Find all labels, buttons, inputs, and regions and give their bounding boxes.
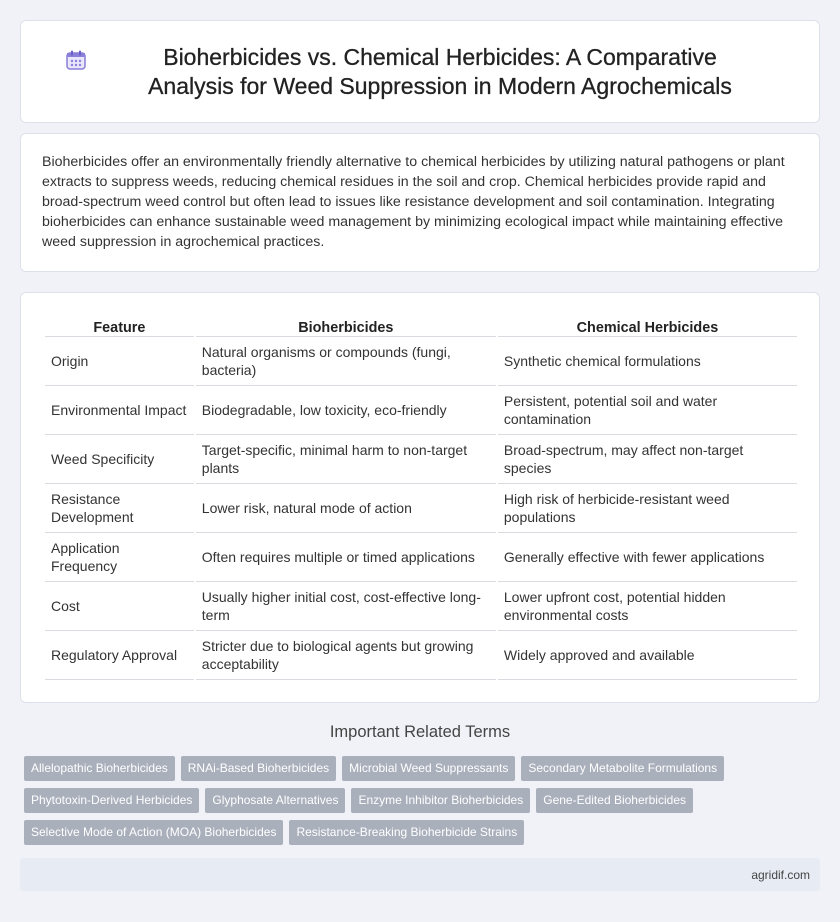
page-title: Bioherbicides vs. Chemical Herbicides: A Comparative Analysis for Weed Suppression in Modern Agrochemicals [148, 43, 732, 99]
footer [20, 858, 820, 891]
table-row [45, 533, 797, 582]
related-terms-heading: Important Related Terms [329, 723, 511, 741]
related-term-tag[interactable]: Resistance-Breaking Bioherbicide Strains [289, 820, 524, 845]
table-header-row [45, 317, 797, 337]
chemical-herbicide-cell: Broad-spectrum, may affect non-target species [498, 435, 797, 484]
column-header-bioherbicides: Bioherbicides [196, 317, 496, 337]
bioherbicide-cell: Natural organisms or compounds (fungi, bacteria) [196, 337, 496, 386]
chemical-herbicide-cell: High risk of herbicide-resistant weed populations [498, 484, 797, 533]
comparison-table-card [20, 292, 820, 703]
intro-paragraph: Bioherbicides offer an environmentally friendly alternative to chemical herbicides by utilizing natural pathogens or plant extracts to suppress weeds, reducing chemical residues in the soil and crop. Chemical herbicides provide rapid and broad-spectrum weed control but often lead to issues like resistance development and soil contamination. Integrating bioherbicides can enhance sustainable weed management by minimizing ecological impact while maintaining effective weed suppression in agrochemical practices. [42, 154, 785, 250]
intro-card [20, 133, 820, 272]
related-term-tag[interactable]: Gene-Edited Bioherbicides [536, 788, 693, 813]
table-row [45, 337, 797, 386]
chemical-herbicide-cell: Synthetic chemical formulations [498, 337, 797, 386]
related-terms-list [24, 756, 784, 845]
column-header-feature: Feature [45, 317, 194, 337]
bioherbicide-cell: Stricter due to biological agents but growing acceptability [196, 631, 496, 680]
table-row [45, 582, 797, 631]
chemical-herbicide-cell: Lower upfront cost, potential hidden environmental costs [498, 582, 797, 631]
footer-site-link[interactable]: agridif.com [751, 868, 810, 882]
related-term-tag[interactable]: Enzyme Inhibitor Bioherbicides [351, 788, 530, 813]
feature-cell: Application Frequency [45, 533, 194, 582]
feature-cell: Origin [45, 337, 194, 386]
table-row [45, 484, 797, 533]
related-term-tag[interactable]: Phytotoxin-Derived Herbicides [24, 788, 199, 813]
table-row [45, 631, 797, 680]
chemical-herbicide-cell: Generally effective with fewer applications [498, 533, 797, 582]
chemical-herbicide-cell: Widely approved and available [498, 631, 797, 680]
feature-cell: Cost [45, 582, 194, 631]
feature-cell: Resistance Development [45, 484, 194, 533]
column-header-chemical-herbicides: Chemical Herbicides [498, 317, 797, 337]
related-term-tag[interactable]: Glyphosate Alternatives [205, 788, 345, 813]
related-term-tag[interactable]: Microbial Weed Suppressants [342, 756, 515, 781]
related-term-tag[interactable]: Allelopathic Bioherbicides [24, 756, 175, 781]
feature-cell: Environmental Impact [45, 386, 194, 435]
chemical-herbicide-cell: Persistent, potential soil and water contamination [498, 386, 797, 435]
related-term-tag[interactable]: Secondary Metabolite Formulations [521, 756, 724, 781]
feature-cell: Regulatory Approval [45, 631, 194, 680]
table-row [45, 435, 797, 484]
table-row [45, 386, 797, 435]
bioherbicide-cell: Target-specific, minimal harm to non-target plants [196, 435, 496, 484]
related-term-tag[interactable]: RNAi-Based Bioherbicides [181, 756, 336, 781]
feature-cell: Weed Specificity [45, 435, 194, 484]
header-card [20, 20, 820, 123]
bioherbicide-cell: Lower risk, natural mode of action [196, 484, 496, 533]
related-term-tag[interactable]: Selective Mode of Action (MOA) Bioherbicides [24, 820, 283, 845]
bioherbicide-cell: Usually higher initial cost, cost-effective long-term [196, 582, 496, 631]
bioherbicide-cell: Often requires multiple or timed applications [196, 533, 496, 582]
bioherbicide-cell: Biodegradable, low toxicity, eco-friendly [196, 386, 496, 435]
comparison-table [43, 317, 799, 680]
